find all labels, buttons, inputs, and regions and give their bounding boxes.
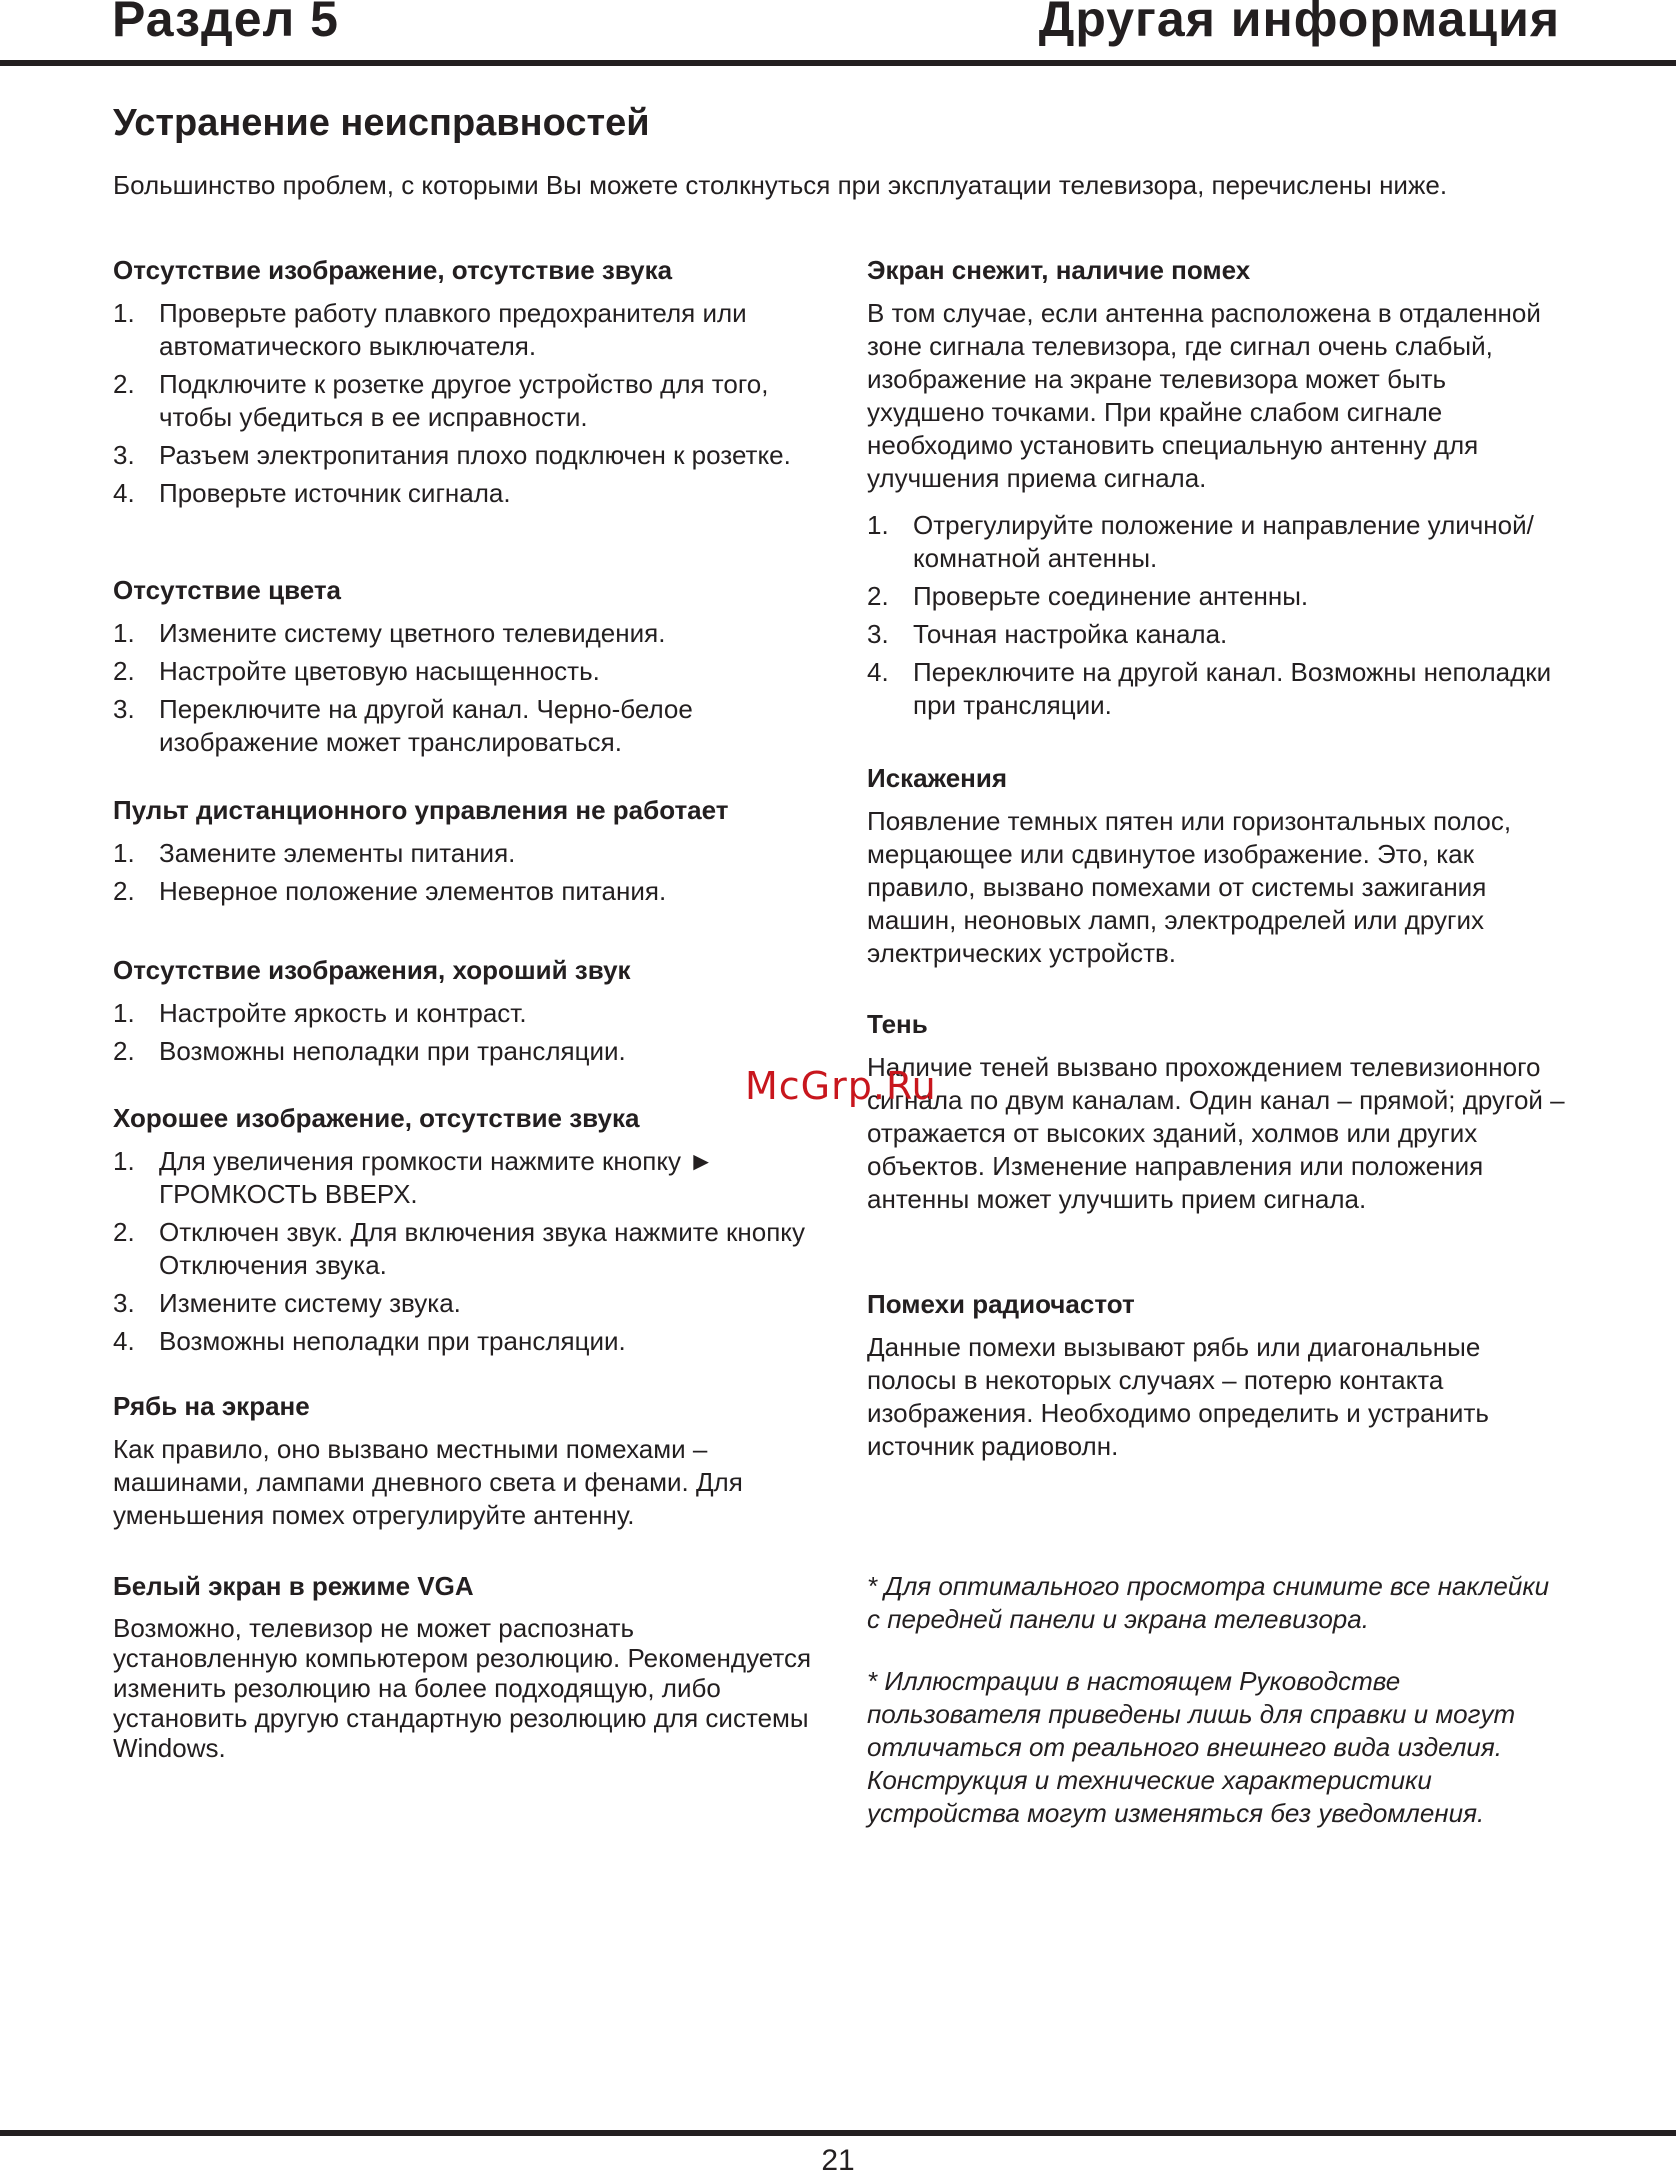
- numbered-list: [113, 297, 813, 510]
- list-item: 3. Измените систему звука.: [113, 1288, 461, 1318]
- list-item: 1. Настройте яркость и контраст.: [113, 998, 527, 1028]
- footer-rule: [0, 2130, 1676, 2136]
- footnote-stickers: [867, 1570, 1567, 1636]
- list-item: 2. Подключите к розетке другое устройство для того, чтобы убедиться в ее исправности.: [113, 369, 769, 432]
- list-item: 1. Измените систему цветного телевидения.: [113, 618, 666, 648]
- section-heading: Помехи радиочастот: [867, 1289, 1135, 1319]
- section-snow-noise: [867, 254, 1567, 727]
- section-remote-not-working: [113, 794, 813, 913]
- list-item: 3. Переключите на другой канал. Черно-белое изображение может транслироваться.: [113, 694, 693, 757]
- page-header: [0, 0, 1676, 66]
- section-heading: Белый экран в режиме VGA: [113, 1571, 474, 1601]
- list-item: 4. Переключите на другой канал. Возможны неполадки при трансляции.: [867, 657, 1552, 720]
- section-heading: Пульт дистанционного управления не работает: [113, 795, 729, 825]
- section-heading: Отсутствие изображения, хороший звук: [113, 955, 631, 985]
- page-number: 21: [821, 2144, 855, 2177]
- header-rule: [0, 60, 1676, 66]
- section-heading: Хорошее изображение, отсутствие звука: [113, 1103, 640, 1133]
- numbered-list: [867, 509, 1567, 722]
- section-no-color: [113, 574, 813, 764]
- section-heading: Экран снежит, наличие помех: [867, 255, 1251, 285]
- section-heading: Искажения: [867, 763, 1008, 793]
- list-item: 1. Проверьте работу плавкого предохранителя или автоматического выключателя.: [113, 298, 747, 361]
- list-item: 2. Настройте цветовую насыщенность.: [113, 656, 600, 686]
- intro-text: Большинство проблем, с которыми Вы можете столкнуться при эксплуатации телевизора, перечислены ниже.: [113, 170, 1448, 200]
- list-item: 4. Возможны неполадки при трансляции.: [113, 1326, 626, 1356]
- section-good-picture-no-sound: [113, 1102, 813, 1363]
- section-heading: Тень: [867, 1009, 928, 1039]
- list-item: 1. Для увеличения громкости нажмите кнопку ► ГРОМКОСТЬ ВВЕРХ.: [113, 1146, 714, 1209]
- section-heading: Рябь на экране: [113, 1391, 310, 1421]
- section-text: В том случае, если антенна расположена в отдаленной зоне сигнала телевизора, где сигнал очень слабый, изображение на экране телевизора может быть ухудшено точками. При крайне слабом сигнале необходимо установить специальную антенну для улучшения приема сигнала.: [867, 298, 1541, 493]
- section-text: Возможно, телевизор не может распознать установленную компьютером резолюцию. Рекомендуется изменить резолюцию на более подходящую, либо установить другую стандартную резолюцию для системы Windows.: [113, 1613, 812, 1763]
- list-item: 3. Точная настройка канала.: [867, 619, 1228, 649]
- section-text: Данные помехи вызывают рябь или диагональные полосы в некоторых случаях – потерю контакта изображения. Необходимо определить и устранить источник радиоволн.: [867, 1332, 1489, 1461]
- list-item: 2. Отключен звук. Для включения звука нажмите кнопку Отключения звука.: [113, 1217, 805, 1280]
- section-rf-interference: [867, 1288, 1567, 1463]
- numbered-list: [113, 1145, 813, 1358]
- section-white-screen-vga: [113, 1570, 813, 1763]
- section-text: Наличие теней вызвано прохождением телевизионного сигнала по двум каналам. Один канал – прямой; другой – отражается от высоких зданий, холмов или других объектов. Изменение направления или положения антенны может улучшить прием сигнала.: [867, 1052, 1565, 1214]
- list-item: 1. Отрегулируйте положение и направление уличной/комнатной антенны.: [867, 510, 1534, 573]
- list-item: 2. Возможны неполадки при трансляции.: [113, 1036, 626, 1066]
- section-heading: Отсутствие цвета: [113, 575, 342, 605]
- section-label: Раздел 5: [112, 0, 339, 47]
- section-ghosting: [867, 1008, 1567, 1216]
- list-item: 3. Разъем электропитания плохо подключен к розетке.: [113, 440, 791, 470]
- section-heading: Отсутствие изображение, отсутствие звука: [113, 255, 673, 285]
- numbered-list: [113, 997, 813, 1068]
- list-item: 1. Замените элементы питания.: [113, 838, 516, 868]
- footnote-illustrations: [867, 1665, 1567, 1830]
- numbered-list: [113, 837, 813, 908]
- section-title: Другая информация: [1038, 0, 1560, 47]
- note-text: * Иллюстрации в настоящем Руководстве пользователя приведены лишь для справки и могут отличаться от реального внешнего вида изделия. Конструкция и технические характеристики устройства могут изменяться без уведомления.: [867, 1666, 1516, 1828]
- section-text: Появление темных пятен или горизонтальных полос, мерцающее или сдвинутое изображение. Это, как правило, вызвано помехами от системы зажигания машин, неоновых ламп, электродрелей или других электрических устройств.: [867, 806, 1512, 968]
- section-text: Как правило, оно вызвано местными помехами – машинами, лампами дневного света и фенами. Для уменьшения помех отрегулируйте антенну.: [113, 1434, 743, 1530]
- page-title: Устранение неисправностей: [113, 102, 650, 144]
- note-text: * Для оптимального просмотра снимите все наклейки с передней панели и экрана телевизора.: [867, 1571, 1550, 1634]
- list-item: 4. Проверьте источник сигнала.: [113, 478, 511, 508]
- numbered-list: [113, 617, 813, 759]
- watermark: McGrp.Ru: [745, 1064, 937, 1108]
- list-item: 2. Неверное положение элементов питания.: [113, 876, 667, 906]
- section-no-picture-good-sound: [113, 954, 813, 1073]
- list-item: 2. Проверьте соединение антенны.: [867, 581, 1309, 611]
- section-screen-ripple: [113, 1390, 813, 1532]
- section-no-picture-no-sound: [113, 254, 813, 515]
- section-distortion: [867, 762, 1567, 970]
